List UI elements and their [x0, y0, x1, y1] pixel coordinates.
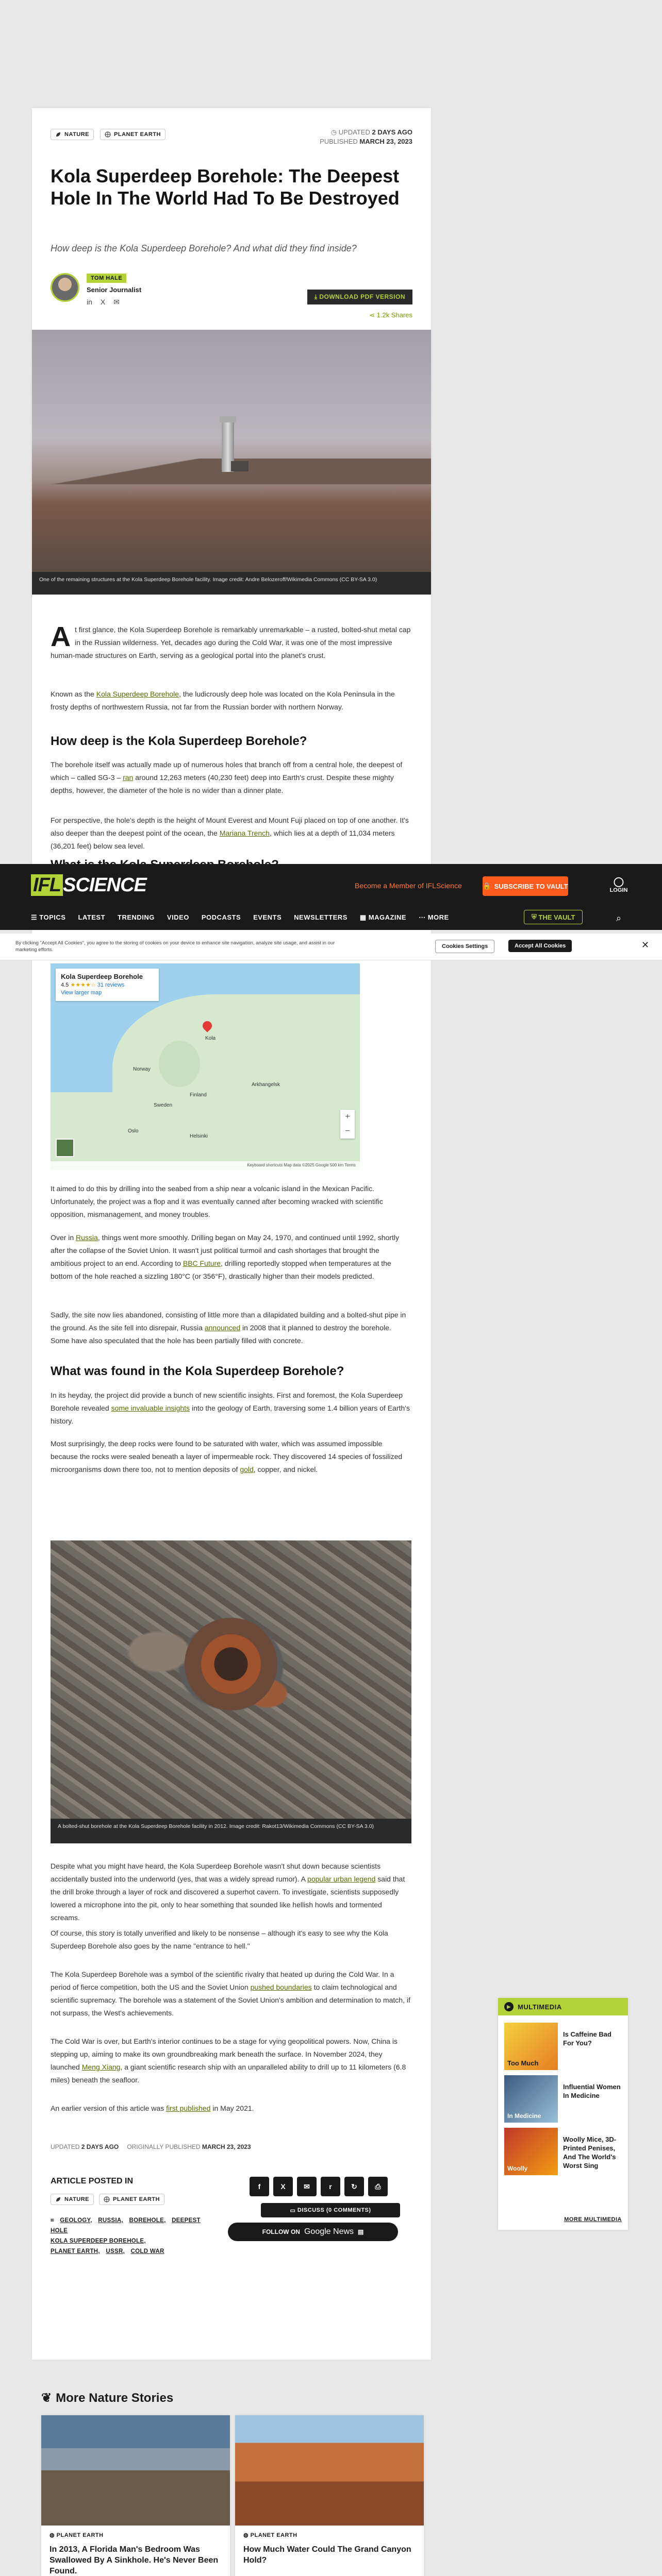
article-dates: ◷ UPDATED 2 DAYS AGO PUBLISHED MARCH 23, 2023: [320, 128, 412, 145]
story-title[interactable]: How Much Water Could The Grand Canyon Hold?: [243, 2545, 411, 2565]
paragraph: Known as the Kola Superdeep Borehole, the ludicrously deep hole was located on the Kola Peninsula in the frosty depths of northwestern Russia, not far from the Russian border with northern Norway.: [51, 690, 395, 711]
keyword-link[interactable]: DEEPEST HOLE: [51, 2217, 201, 2234]
map-label: Arkhangelsk: [252, 1082, 280, 1088]
link[interactable]: ran: [123, 773, 134, 782]
keyword-link[interactable]: PLANET EARTH,: [51, 2248, 100, 2255]
paragraph: The borehole itself was actually made up of numerous holes that branch off from a central hole, the deepest of which – called SG-3 – ran around 12,263 meters (40,230 feet) deep into Earth's crust. Despite these mighty depths, however, the diameter of the hole is no wider than a dinner plate.: [51, 760, 403, 794]
keyword-link[interactable]: RUSSIA,: [98, 2217, 123, 2224]
vault-icon: ⛨: [532, 913, 539, 921]
paragraph: Sadly, the site now lies abandoned, consisting of little more than a dilapidated building and a bolted-shut pipe in the ground. As the site fell into disrepair, Russia announced in 2008 that it planned to destroy the borehole. Some have also speculated that the hole has been partially filled with concrete.: [51, 1311, 406, 1345]
map-label: Finland: [190, 1092, 207, 1098]
photo-caption: A bolted-shut borehole at the Kola Superdeep Borehole facility in 2012. Image credit: Rakot13/Wikimedia Commons (CC BY-SA 3.0): [51, 1819, 411, 1843]
map-info-card: Kola Superdeep Borehole 4.5 ★★★★☆ 31 reviews View larger map: [56, 969, 159, 1001]
article-subtitle: How deep is the Kola Superdeep Borehole? And what did they find inside?: [51, 243, 357, 253]
multimedia-header: ▶ MULTIMEDIA: [498, 1998, 628, 2015]
download-pdf-button[interactable]: ⤓ DOWNLOAD PDF VERSION: [307, 290, 412, 304]
mail-icon[interactable]: ✉: [113, 298, 120, 306]
map-label: Norway: [133, 1066, 151, 1072]
tag-planet-earth[interactable]: PLANET EARTH: [100, 129, 166, 140]
clock-icon: ◷: [330, 128, 339, 136]
menu-item-latest[interactable]: LATEST: [78, 913, 106, 921]
more-stories-heading: ❦ More Nature Stories: [41, 2391, 174, 2405]
cookie-banner: [0, 934, 662, 960]
subscribe-vault-button[interactable]: 🔒 SUBSCRIBE TO VAULT: [483, 876, 568, 896]
comment-icon: ▭: [290, 2207, 296, 2214]
accept-cookies-button[interactable]: Accept All Cookies: [508, 940, 572, 952]
posted-in-heading: ARTICLE POSTED IN: [51, 2177, 134, 2185]
map-label: Sweden: [154, 1103, 173, 1108]
share-icon: ⋖: [369, 311, 377, 319]
menu-item-newsletters[interactable]: NEWSLETTERS: [294, 913, 347, 921]
tag-nature[interactable]: NATURE: [51, 2194, 94, 2205]
paragraph: Most surprisingly, the deep rocks were found to be saturated with water, which was assumed impossible because the rocks were sealed beneath a layer of impermeable rock. They discovered 14 species of fossilized microorganisms down there too, not to mention deposits of gold, copper, and nickel.: [51, 1439, 403, 1473]
multimedia-item[interactable]: Woolly Woolly Mice, 3D-Printed Penises, And The World's Worst Sing: [504, 2128, 623, 2175]
search-icon[interactable]: ⌕: [616, 913, 622, 923]
map-footer: Keyboard shortcuts Map data ©2025 Google 500 km Terms: [51, 1161, 360, 1170]
tag-icon: ⌗: [51, 2217, 56, 2224]
view-larger-map-link[interactable]: View larger map: [61, 990, 102, 996]
map-label: Helsinki: [190, 1133, 208, 1139]
paragraph: For perspective, the hole's depth is the height of Mount Everest and Mount Fuji placed on top of one another. It's also deeper than the deepest point of the ocean, the Mariana Trench, which lies at a depth of 11,034 meters (36,201 feet) below sea level.: [51, 816, 409, 850]
site-logo[interactable]: IFL SCIENCE: [31, 874, 146, 896]
more-multimedia-link[interactable]: MORE MULTIMEDIA: [564, 2216, 622, 2223]
paragraph: The Cold War is over, but Earth's interior continues to be a stage for vying geopolitical powers. Now, China is stepping up, aiming to make its own groundbreaking mark beneath the surface. In November 2024, they launched Meng Xiang, a giant scientific research ship with an unparalleled ability to drill up to 11 kilometers (6.8 miles) beneath the seafloor.: [51, 2037, 406, 2084]
globe-icon: ◍: [243, 2532, 251, 2538]
map-reviews-link[interactable]: 31 reviews: [97, 982, 125, 988]
cookie-text: By clicking "Accept All Cookies", you agree to the storing of cookies on your device to enhance site navigation, analyze site usage, and assist in our marketing efforts.: [15, 940, 335, 953]
paragraph: Over in Russia, things went more smoothly. Drilling began on May 24, 1970, and continued until 1992, shortly after the collapse of the Soviet Union. It wasn't just political turmoil and cash shortages that brought the ambitious project to an end. According to BBC Future, drilling reportedly stopped when temperatures at the bottom of the hole reached a sizzling 180°C (or 356°F), drastically higher than their models predicted.: [51, 1233, 400, 1280]
link[interactable]: some invaluable insights: [111, 1404, 190, 1412]
share-buttons: [250, 2177, 388, 2196]
keyword-link[interactable]: BOREHOLE,: [129, 2217, 166, 2224]
link[interactable]: Russia: [76, 1233, 98, 1242]
tag-nature[interactable]: NATURE: [51, 129, 94, 140]
map-zoom-controls[interactable]: + −: [340, 1110, 355, 1139]
globe-icon: [105, 131, 111, 138]
user-icon: ◯: [613, 876, 624, 887]
menu-item-trending[interactable]: TRENDING: [118, 913, 155, 921]
copy-link-icon[interactable]: ↻: [344, 2177, 364, 2196]
site-header: [0, 864, 662, 930]
menu-item-topics[interactable]: ☰ TOPICS: [31, 913, 66, 921]
paragraph: An earlier version of this article was first published in May 2021.: [51, 2104, 254, 2112]
cookie-settings-button[interactable]: Cookies Settings: [435, 940, 494, 953]
hero-image: [32, 330, 431, 572]
keyword-link[interactable]: COLD WAR: [130, 2248, 164, 2255]
multimedia-thumb: Too Much: [504, 2023, 558, 2070]
author-role: Senior Journalist: [87, 286, 142, 294]
page-title: Kola Superdeep Borehole: The Deepest Hole In The World Had To Be Destroyed: [51, 165, 400, 209]
link[interactable]: Meng Xiang: [81, 2063, 121, 2071]
multimedia-widget: [498, 1998, 628, 2230]
link[interactable]: Kola Superdeep Borehole: [96, 690, 179, 698]
author-block: [51, 273, 141, 307]
play-icon: ▶: [504, 2002, 514, 2011]
globe-icon: [104, 2196, 110, 2202]
link[interactable]: BBC Future: [183, 1259, 221, 1267]
map-label: Kola: [205, 1036, 216, 1041]
story-title[interactable]: In 2013, A Florida Man's Bedroom Was Swallowed By A Sinkhole. He's Never Been Found.: [49, 2545, 219, 2575]
flipboard-icon[interactable]: ⎙: [368, 2177, 388, 2196]
multimedia-thumb: In Medicine: [504, 2075, 558, 2123]
tag-planet-earth[interactable]: PLANET EARTH: [99, 2194, 164, 2205]
link[interactable]: gold: [240, 1465, 254, 1473]
x-icon[interactable]: X: [273, 2177, 293, 2196]
linkedin-icon[interactable]: in: [87, 298, 92, 306]
keyword-link[interactable]: KOLA SUPERDEEP BOREHOLE,: [51, 2238, 146, 2244]
paragraph: At first glance, the Kola Superdeep Borehole is remarkably unremarkable – a rusted, bolted-shut metal cap in the Russian wilderness. Yet, decades ago during the Cold War, it was one of the most impressive human-made structures on Earth, serving as a geological portal into the planet's crust.: [51, 621, 411, 659]
become-member-link[interactable]: Become a Member of IFLScience: [355, 882, 462, 890]
multimedia-thumb: Woolly: [504, 2128, 558, 2175]
email-icon[interactable]: ✉: [297, 2177, 317, 2196]
story-card[interactable]: ◍ PLANET EARTH How Much Water Could The Grand Canyon Hold?: [235, 2415, 424, 2576]
menu-item-video[interactable]: VIDEO: [167, 913, 189, 921]
story-image: [41, 2415, 230, 2526]
lock-icon: 🔒: [483, 882, 491, 890]
facebook-icon[interactable]: f: [250, 2177, 269, 2196]
article-tags-top: [51, 129, 166, 140]
section-heading: What was found in the Kola Superdeep Borehole?: [51, 1364, 344, 1378]
paragraph: The Kola Superdeep Borehole was a symbol of the scientific rivalry that heated up during the Cold War. In a period of fierce competition, both the US and the Soviet Union pushed boundaries to claim technological and scientific supremacy. The borehole was a statement of the Soviet Union's ambition and determination to match, if not surpass, the West's achievements.: [51, 1970, 410, 2017]
multimedia-item[interactable]: In Medicine Influential Women In Medicine: [504, 2075, 623, 2123]
discuss-button[interactable]: ▭ DISCUSS (0 COMMENTS): [261, 2203, 400, 2217]
download-icon: ⤓: [314, 293, 320, 300]
hero-caption: One of the remaining structures at the Kola Superdeep Borehole facility. Image credit: Andre Belozeroff/Wikimedia Commons (CC BY-SA 3.0): [32, 572, 431, 595]
leaf-icon: [55, 131, 61, 138]
author-name[interactable]: TOM HALE: [87, 274, 126, 283]
paragraph: It aimed to do this by drilling into the seabed from a ship near a volcanic island in the Mexican Pacific. Unfortunately, the project was a flop and it was eventually canned after becoming wracked with scientific opposition, mismanagement, and money troubles.: [51, 1184, 383, 1218]
borehole-photo: [51, 1540, 411, 1819]
story-card[interactable]: ◍ PLANET EARTH In 2013, A Florida Man's Bedroom Was Swallowed By A Sinkhole. He's Never Been Found.: [41, 2415, 230, 2576]
keyword-tags: [51, 2215, 216, 2257]
link[interactable]: announced: [204, 1324, 241, 1332]
menu-item-more[interactable]: ⋯ MORE: [419, 913, 449, 921]
main-menu: [31, 913, 449, 922]
link[interactable]: popular urban legend: [307, 1875, 376, 1883]
link[interactable]: Mariana Trench: [219, 829, 270, 837]
section-heading: How deep is the Kola Superdeep Borehole?: [51, 734, 307, 748]
dropcap: A: [51, 621, 71, 652]
menu-item-events[interactable]: EVENTS: [253, 913, 282, 921]
vault-button[interactable]: ⛨ THE VAULT: [524, 910, 583, 924]
login-button[interactable]: ◯ LOGIN: [608, 876, 629, 893]
multimedia-item[interactable]: Too Much Is Caffeine Bad For You?: [504, 2023, 623, 2070]
map-label: Oslo: [128, 1128, 139, 1134]
story-image: [235, 2415, 424, 2526]
link[interactable]: first published: [166, 2104, 211, 2112]
google-news-button[interactable]: FOLLOW ON Google News ▤: [228, 2223, 398, 2241]
menu-item-podcasts[interactable]: PODCASTS: [201, 913, 241, 921]
paragraph: In its heyday, the project did provide a bunch of new scientific insights. First and foremost, the Kola Superdeep Borehole revealed some invaluable insights into the geology of Earth, traversing some 1.4 billion years of Earth's history.: [51, 1391, 410, 1425]
close-icon[interactable]: ✕: [641, 940, 650, 950]
leaf-icon: ❦: [41, 2391, 52, 2405]
keyword-link[interactable]: USSR,: [106, 2248, 125, 2255]
posted-in-tags: [51, 2194, 164, 2205]
x-icon[interactable]: X: [100, 298, 106, 306]
avatar[interactable]: [51, 273, 79, 302]
news-icon: ▤: [358, 2228, 364, 2235]
paragraph: Despite what you might have heard, the Kola Superdeep Borehole wasn't shut down because scientists accidentally busted into the underworld (yes, that was a widely spread rumor). A popular urban legend said that the drill broke through a layer of rock and discovered a superhot cavern. To investigate, scientists supposedly lowered a microphone into the pit, only to hear something that sounded like hellish howls and tormented screams.: [51, 1862, 405, 1922]
globe-icon: ◍: [49, 2532, 57, 2538]
keyword-link[interactable]: GEOLOGY,: [60, 2217, 92, 2224]
paragraph: Of course, this story is totally unverified and likely to be nonsense – although it's easy to see why the Kola Superdeep Borehole also goes by the name "entrance to hell.": [51, 1929, 388, 1950]
link[interactable]: pushed boundaries: [250, 1983, 312, 1991]
embedded-map[interactable]: [51, 963, 360, 1170]
map-satellite-toggle[interactable]: [56, 1139, 74, 1157]
article-dates-bottom: UPDATED 2 DAYS AGO ORIGINALLY PUBLISHED MARCH 23, 2023: [51, 2143, 251, 2150]
article-card: [32, 108, 431, 2360]
reddit-icon[interactable]: r: [321, 2177, 340, 2196]
menu-item-magazine[interactable]: ▦ MAGAZINE: [359, 913, 407, 921]
share-count: ⋖ 1.2k Shares: [369, 311, 412, 319]
leaf-icon: [55, 2196, 61, 2202]
